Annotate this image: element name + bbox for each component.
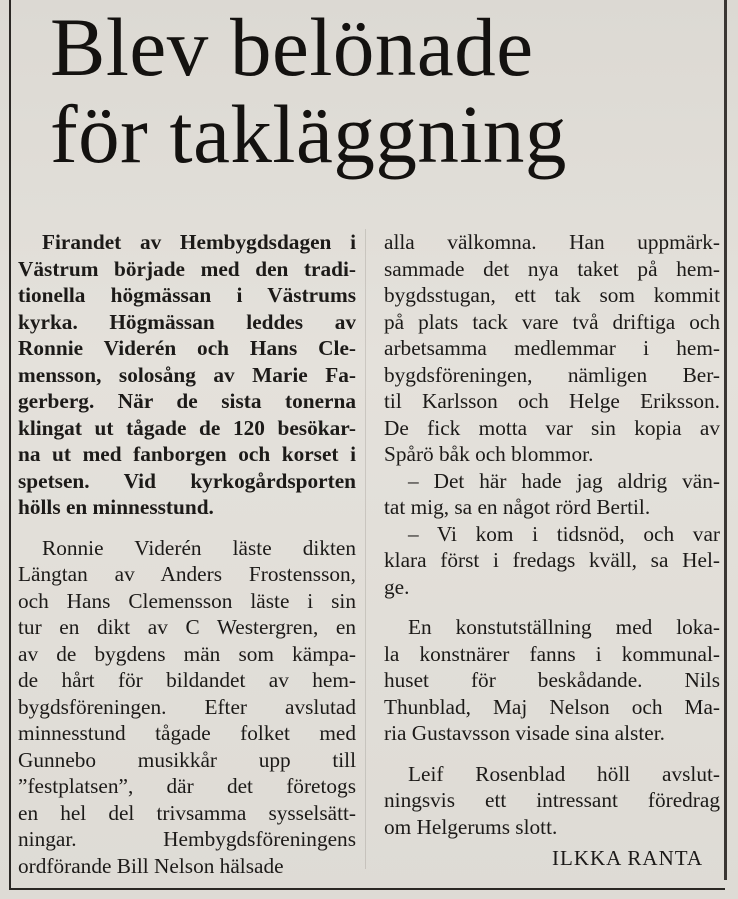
text-line: minnesstund tågade folket med (18, 721, 356, 745)
text-line: bygdsföreningen. Efter avslutad (18, 694, 356, 719)
exhibition-paragraph (384, 614, 720, 747)
text-line: ordförande Bill Nelson hälsade (18, 853, 284, 878)
text-line: ningar. Hembygdsföreningens (18, 827, 356, 851)
text-line: de hårt för bildandet av hem- (18, 668, 356, 692)
text-line: arbetsamma medlemmar i hem- (384, 336, 720, 360)
text-line: mensson, solosång av Marie Fa- (18, 362, 356, 387)
body-paragraph-continued (384, 229, 720, 468)
text-line: en hel del trivsamma sysselsätt- (18, 800, 356, 825)
body-paragraph (18, 535, 356, 880)
text-line: huset för beskådande. Nils (384, 668, 720, 692)
text-line: hölls en minnesstund. (18, 495, 214, 519)
text-line: De fick motta var sin kopia av (384, 415, 720, 440)
text-line: – Vi kom i tidsnöd, och var (408, 521, 720, 546)
text-line: klara först i fredags kväll, sa Hel- (384, 548, 720, 572)
text-line: Västrum började med den tradi- (18, 256, 356, 281)
text-line: bygdsstugan, ett tak som kommit (384, 283, 720, 307)
column-rule-left (9, 0, 11, 890)
text-line: ”festplatsen”, där det företogs (18, 774, 356, 798)
lead-paragraph (18, 229, 356, 521)
headline-line-2: för takläggning (50, 88, 567, 180)
text-line: och Hans Clemensson läste i sin (18, 588, 356, 613)
text-line: av de bygdens män som kämpa- (18, 641, 356, 666)
text-line: tur en dikt av C Westergren, en (18, 615, 356, 639)
right-column (384, 229, 720, 840)
article-headline (50, 1, 720, 180)
text-line: Spårö båk och blommor. (384, 442, 594, 466)
column-rule-right (724, 0, 727, 880)
text-line: gerberg. När de sista tonerna (18, 389, 356, 413)
text-line: på plats tack vare två driftiga och (384, 309, 720, 334)
text-line: sammade det nya taket på hem- (384, 256, 720, 281)
text-line: om Helgerums slott. (384, 814, 558, 839)
text-line: Längtan av Anders Frostensson, (18, 562, 356, 586)
text-line: Leif Rosenblad höll avslut- (408, 761, 720, 786)
text-line: Firandet av Hembygdsdagen i (42, 230, 356, 254)
text-line: Ronnie Viderén och Hans Cle- (18, 336, 356, 360)
text-line: alla välkomna. Han uppmärk- (384, 230, 720, 254)
text-line: ningsvis ett intressant föredrag (384, 788, 720, 812)
text-line: tionella högmässan i Västrums (18, 283, 356, 307)
quote-bertil (384, 468, 720, 521)
column-gutter (365, 229, 366, 869)
text-line: – Det här hade jag aldrig vän- (408, 468, 720, 493)
text-line: kyrka. Högmässan leddes av (18, 309, 356, 334)
text-line: klingat ut tågade de 120 besökar- (18, 415, 356, 440)
text-line: En konstutställning med loka- (408, 615, 720, 639)
left-column (18, 229, 356, 879)
text-line: na ut med fanborgen och korset i (18, 442, 356, 466)
text-line: tat mig, sa en något rörd Bertil. (384, 495, 651, 519)
text-line: spetsen. Vid kyrkogårdsporten (18, 468, 356, 493)
text-line: Thunblad, Maj Nelson och Ma- (384, 694, 720, 719)
text-line: ria Gustavsson visade sina alster. (384, 721, 665, 745)
text-line: la konstnärer fanns i kommunal- (384, 641, 720, 666)
text-line: til Karlsson och Helge Eriksson. (384, 389, 720, 413)
text-line: ge. (384, 574, 410, 599)
quote-helge (384, 521, 720, 601)
author-byline: ILKKA RANTA (552, 846, 704, 870)
lecture-paragraph (384, 761, 720, 841)
text-line: bygdsföreningen, nämligen Ber- (384, 362, 720, 387)
headline-line-1: Blev belönade (50, 1, 534, 93)
bottom-rule (9, 888, 725, 890)
text-line: Gunnebo musikkår upp till (18, 747, 356, 772)
text-line: Ronnie Viderén läste dikten (42, 535, 356, 560)
